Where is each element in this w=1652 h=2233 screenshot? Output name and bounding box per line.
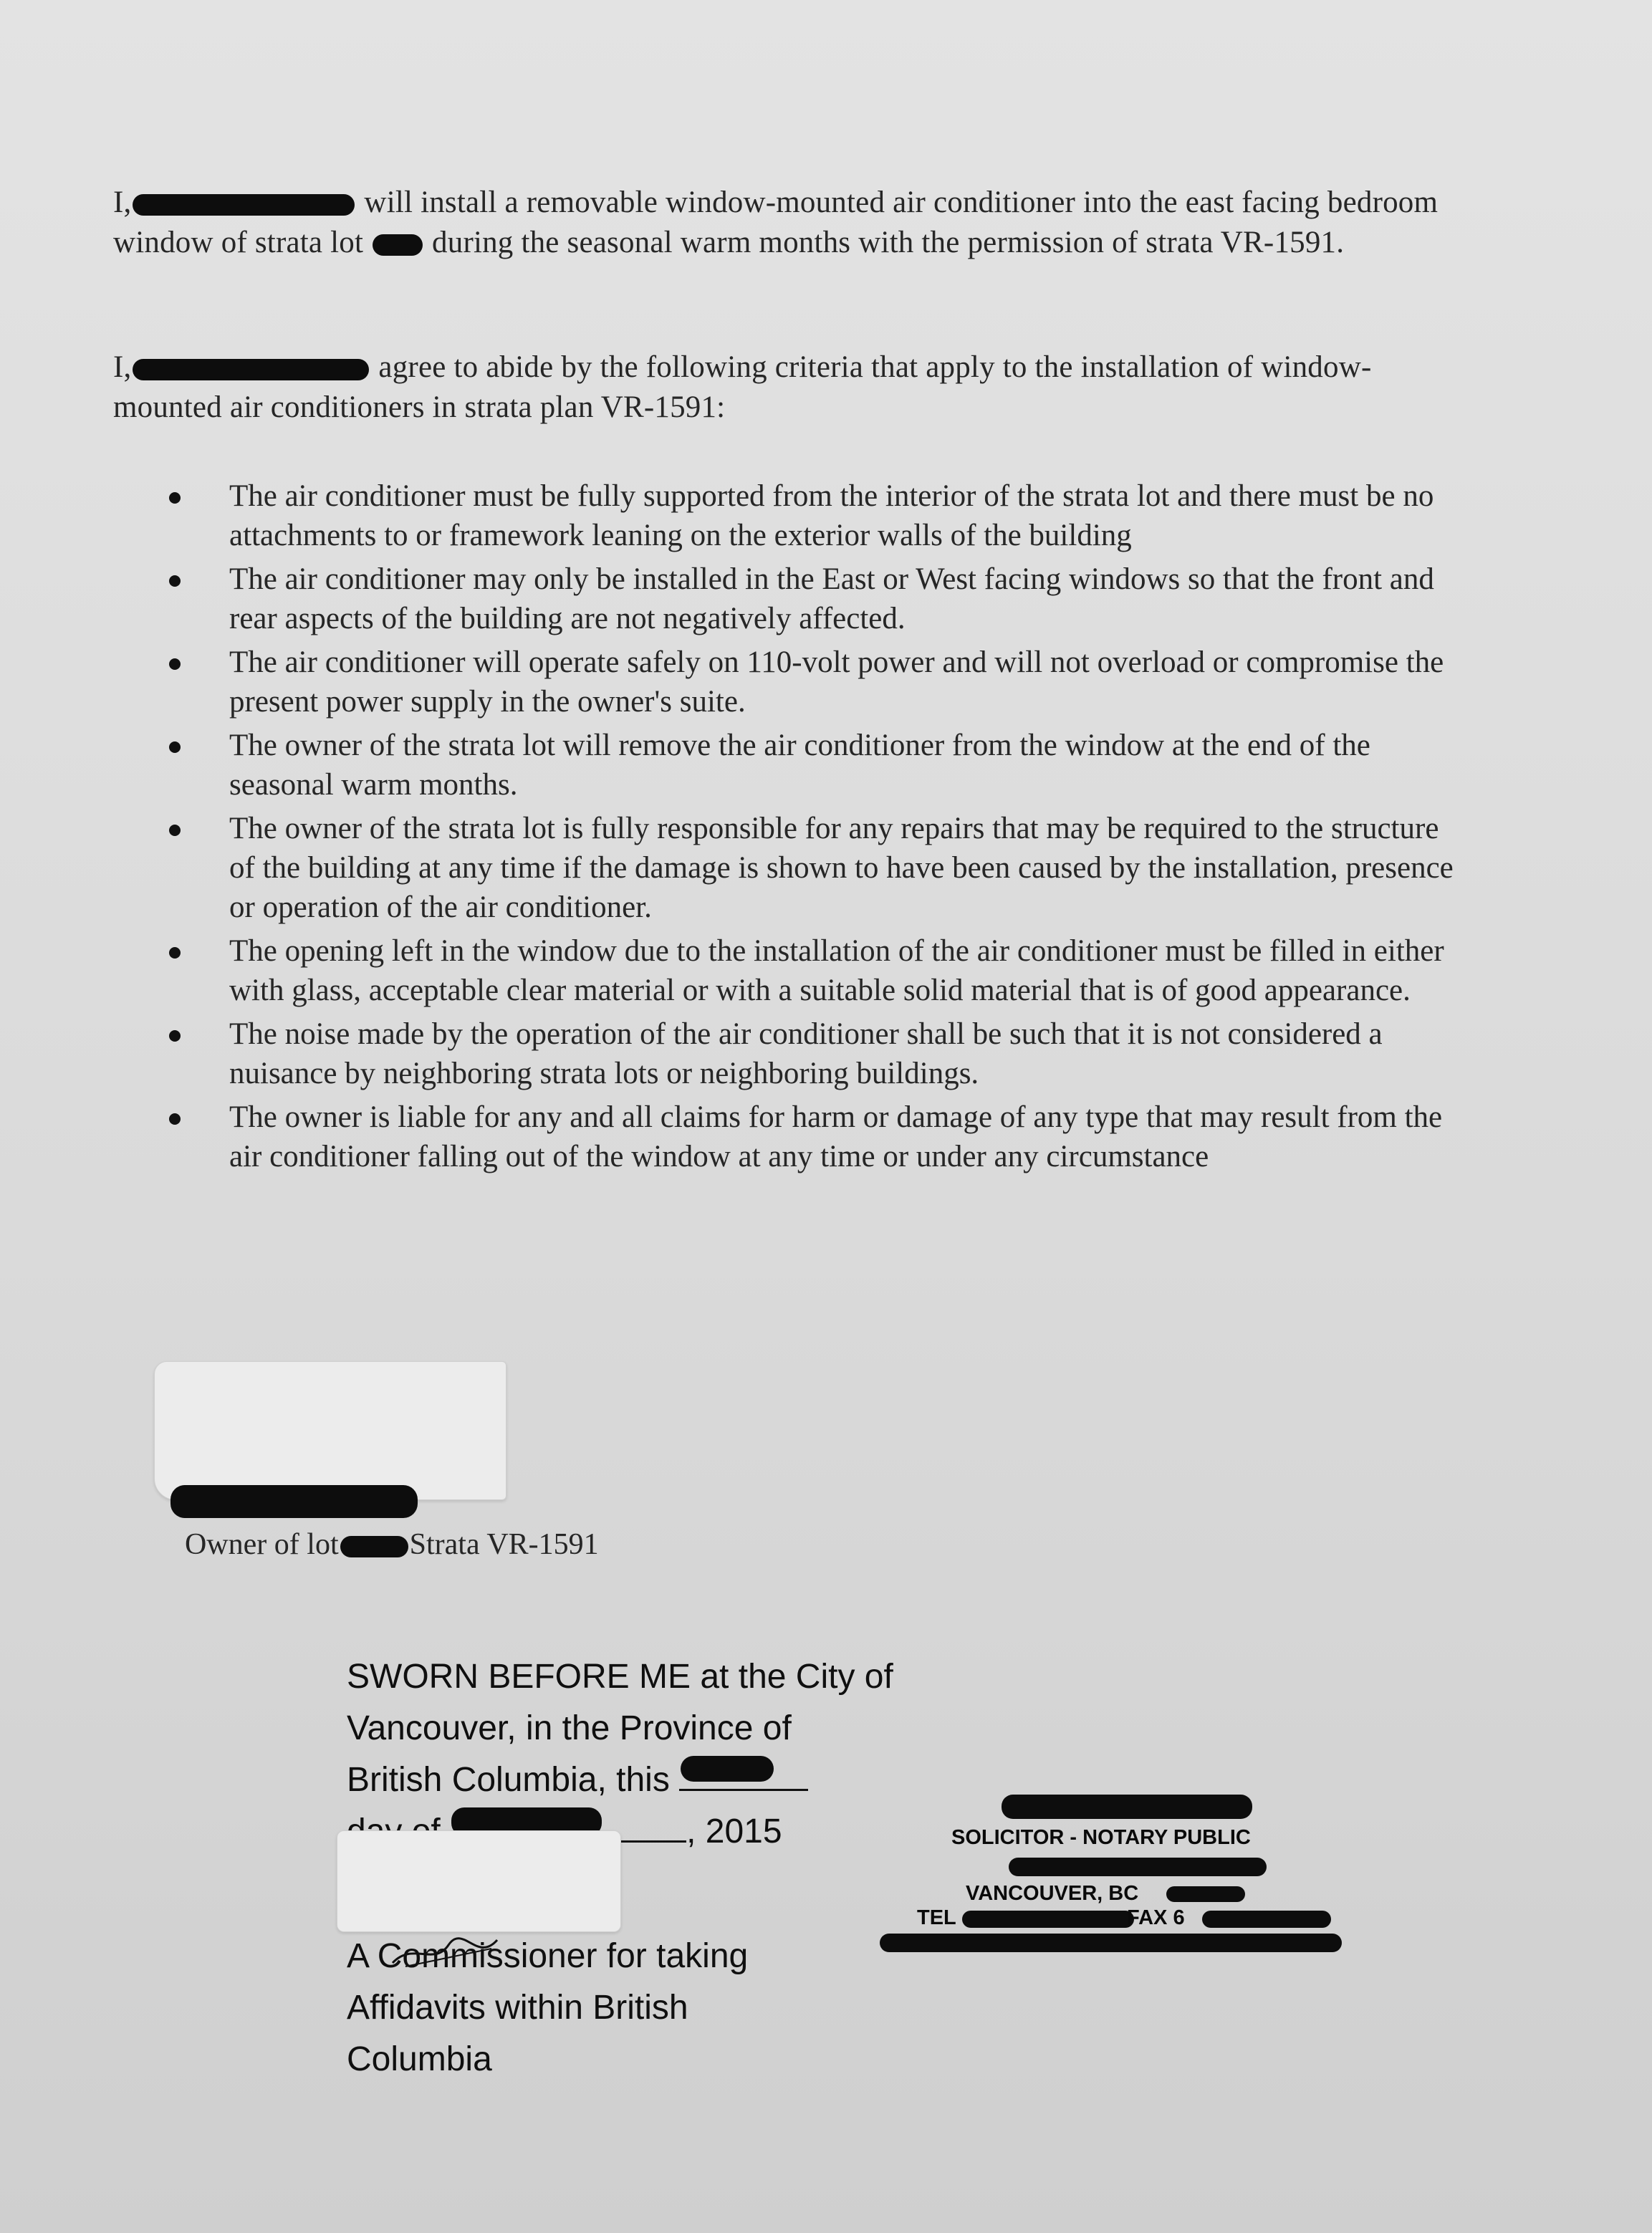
criteria-item: The opening left in the window due to the installation of the air conditioner must be filled in either with glass, acceptable clear material or with a suitable solid material that is of good appearance. <box>165 931 1454 1010</box>
criteria-item: The owner of the strata lot will remove the air conditioner from the window at the end of the seasonal warm months. <box>165 726 1454 805</box>
signature-cover-patch <box>154 1361 506 1500</box>
bullet-icon <box>169 741 181 753</box>
intro-text-b: during the seasonal warm months with the permission of strata VR-1591. <box>424 226 1345 259</box>
commissioner-line-1: A Commissioner for taking <box>347 1937 749 1975</box>
intro-text-a: will install a removable window-mounted air conditioner into the east facing bedroom window of strata lot <box>113 186 1439 259</box>
criteria-list <box>165 476 1454 1181</box>
stamp-city: VANCOUVER, BC <box>966 1882 1139 1905</box>
commissioner-line-3: Columbia <box>347 2040 492 2078</box>
agreement-text: agree to abide by the following criteria that apply to the installation of window-mounted air conditioners in strata plan VR-1591: <box>113 350 1372 424</box>
criteria-item: The owner of the strata lot is fully responsible for any repairs that may be required to the structure of the building at any time if the damage is shown to have been caused by the installation, presence or operation of the air conditioner. <box>165 809 1454 927</box>
jurat-line-2: Vancouver, in the Province of <box>347 1709 792 1747</box>
stamp-tel: TEL <box>917 1906 956 1929</box>
owner-strata: Strata VR-1591 <box>409 1528 599 1561</box>
intro-prefix: I, <box>113 186 132 219</box>
redacted-owner-name-2 <box>133 359 369 380</box>
criteria-item: The air conditioner must be fully supported from the interior of the strata lot and there must be no attachments to or framework leaning on the exterior walls of the building <box>165 476 1454 555</box>
owner-label: Owner of lot <box>185 1528 339 1561</box>
redacted-tel <box>962 1911 1134 1928</box>
redacted-owner-name <box>133 194 355 216</box>
bullet-icon <box>169 658 181 670</box>
redacted-fax <box>1202 1911 1331 1928</box>
bullet-icon <box>169 947 181 959</box>
criteria-item: The air conditioner will operate safely on 110-volt power and will not overload or compromise the present power supply in the owner's suite. <box>165 643 1454 721</box>
commissioner-line-2: Affidavits within British <box>347 1989 688 2027</box>
jurat-line-3: British Columbia, this <box>347 1754 893 1806</box>
bullet-icon <box>169 1030 181 1042</box>
agreement-paragraph <box>113 347 1439 428</box>
redacted-lot-number <box>373 234 423 256</box>
bullet-icon <box>169 492 181 504</box>
criteria-item: The owner is liable for any and all claims for harm or damage of any type that may result from the air conditioner falling out of the window at any time or under any circumstance <box>165 1098 1454 1176</box>
stamp-fax: FAX 6 <box>1127 1906 1185 1929</box>
redacted-owner-lot <box>340 1536 408 1557</box>
jurat-block <box>347 1651 893 1858</box>
bullet-icon <box>169 575 181 587</box>
owner-line <box>185 1524 599 1565</box>
criteria-item: The noise made by the operation of the air conditioner shall be such that it is not considered a nuisance by neighboring strata lots or neighboring buildings. <box>165 1014 1454 1093</box>
agreement-prefix: I, <box>113 350 132 384</box>
jurat-line-1: SWORN BEFORE ME at the City of <box>347 1658 893 1696</box>
redacted-postal <box>1166 1886 1245 1902</box>
criteria-item: The air conditioner may only be installed in the East or West facing windows so that the front and rear aspects of the building are not negatively affected. <box>165 560 1454 638</box>
redacted-email <box>880 1934 1342 1952</box>
year-text: , 2015 <box>686 1812 782 1850</box>
bullet-icon <box>169 1113 181 1125</box>
redacted-day <box>681 1756 774 1782</box>
intro-paragraph <box>113 183 1439 263</box>
day-blank <box>679 1760 808 1791</box>
redacted-notary-name <box>1002 1795 1252 1819</box>
commissioner-signature-cover-patch <box>337 1830 621 1932</box>
bullet-icon <box>169 825 181 836</box>
stamp-title: SOLICITOR - NOTARY PUBLIC <box>951 1826 1251 1849</box>
redacted-owner-signature-name <box>171 1485 418 1518</box>
redacted-address <box>1009 1858 1267 1876</box>
notary-stamp <box>880 1795 1353 1952</box>
signature-scribble-icon <box>391 1934 499 1970</box>
